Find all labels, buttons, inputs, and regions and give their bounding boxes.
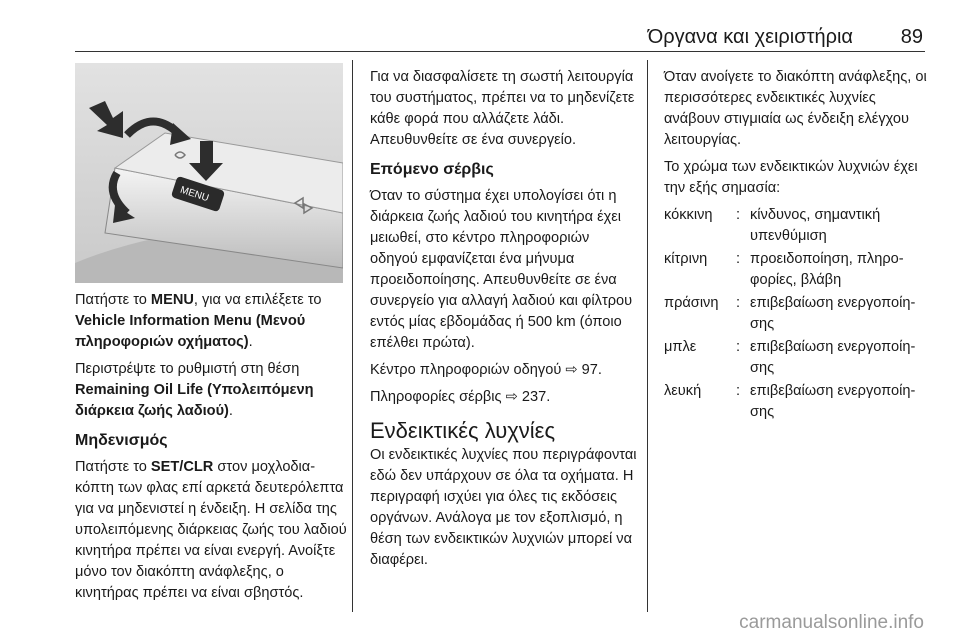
header-divider — [75, 51, 925, 52]
paragraph-indicators: Οι ενδεικτικές λυχνίες που περιγράφονται εδώ δεν υπάρχουν σε όλα τα οχήματα. Η περιγραφή ισχύει για όλες τις εκδόσεις οργάνων. Ανάλογα με τον εξοπλισμό, η θέση των ενδεικτικών λυχνιών μπορεί να διαφέρει. — [370, 447, 637, 568]
color-name: πράσινη — [664, 295, 719, 311]
table-row: κόκκινη : κίνδυνος, σημαντική υπενθύμιση — [664, 205, 930, 247]
paragraph-menu: Πατήστε το MENU, για να επιλέξετε το Vehicle Information Menu (Μενού πληροφοριών οχήματος). — [75, 292, 322, 350]
paragraph-color-meaning: Το χρώμα των ενδεικτικών λυχνιών έχει την εξής σημασία: — [664, 159, 918, 196]
color-meaning: κίνδυνος, σημαντική υπενθύμιση — [750, 207, 881, 244]
paragraph-next-service: Όταν το σύστημα έχει υπολογίσει ότι η διάρκεια ζωής λαδιού του κινητήρα έχει μειωθεί, στο κέντρο πληροφοριών οδηγού εμφανίζεται ένα μήνυμα προειδοποίησης. Απευθυνθείτε σε ένα συνεργείο για αλλαγή λαδιού και φίλτρου εντός μίας εβδομάδας ή 500 km (όποιο επέλθει πρώτα). — [370, 188, 633, 351]
paragraph-ignition: Όταν ανοίγετε το διακόπτη ανάφλεξης, οι περισσότερες ενδεικτικές λυχνίες ανάβουν στιγμιαία ως ένδειξη ελέγχου λειτουργίας. — [664, 69, 927, 148]
table-row: κίτρινη : προειδοποίηση, πληροφορίες, βλάβη — [664, 249, 930, 291]
heading-next-service: Επόμενο σέρβις — [370, 161, 494, 178]
color-name: μπλε — [664, 339, 697, 355]
indicator-color-table — [664, 205, 930, 423]
column-3 — [664, 67, 930, 425]
column-2 — [370, 67, 638, 577]
paragraph-reset-note: Για να διασφαλίσετε τη σωστή λειτουργία του συστήματος, πρέπει να το μηδενίζετε κάθε φορά που αλλάζετε λάδι. Απευθυνθείτε σε ένα συνεργείο. — [370, 69, 635, 148]
paragraph-reset: Πατήστε το SET/CLR στον μοχλοδιακόπτη των φλας επί αρκετά δευτερόλεπτα για να μηδενιστεί η ένδειξη. Η σελίδα της υπολειπόμενης διάρκειας ζωής του λαδιού κινητήρα πρέπει να είναι ενεργή. Ανοίξτε μόνο τον διακόπτη ανάφλεξης, ο κινητήρας πρέπει να είναι σβηστός. — [75, 459, 347, 601]
footer-watermark: carmanualsonline.info — [739, 612, 924, 633]
reference-driver-info[interactable]: Κέντρο πληροφοριών οδηγού ⇨ 97. — [370, 362, 602, 378]
page-number: 89 — [900, 26, 923, 48]
color-meaning: επιβεβαίωση ενεργοποίησης — [750, 383, 916, 420]
column-divider-1 — [352, 60, 353, 612]
stalk-illustration — [75, 63, 343, 283]
color-meaning: επιβεβαίωση ενεργοποίησης — [750, 339, 916, 376]
paragraph-rotate: Περιστρέψτε το ρυθμιστή στη θέση Remaining Oil Life (Υπολειπόμενη διάρκεια ζωής λαδιού). — [75, 361, 314, 419]
table-row: πράσινη : επιβεβαίωση ενεργοποίησης — [664, 293, 930, 335]
menu-button-label: MENU — [178, 184, 211, 205]
heading-indicators: Ενδεικτικές λυχνίες — [370, 418, 556, 443]
color-meaning: επιβεβαίωση ενεργοποίησης — [750, 295, 916, 332]
column-1 — [75, 290, 347, 610]
page-title: Όργανα και χειριστήρια — [647, 26, 853, 48]
color-name: κίτρινη — [664, 251, 708, 267]
reference-service-info[interactable]: Πληροφορίες σέρβις ⇨ 237. — [370, 389, 551, 405]
column-divider-2 — [647, 60, 648, 612]
table-row: λευκή : επιβεβαίωση ενεργοποίησης — [664, 381, 930, 423]
table-row: μπλε : επιβεβαίωση ενεργοποίησης — [664, 337, 930, 379]
color-name: λευκή — [664, 383, 702, 399]
page-header — [75, 22, 925, 50]
color-name: κόκκινη — [664, 207, 713, 223]
color-meaning: προειδοποίηση, πληροφορίες, βλάβη — [750, 251, 904, 288]
heading-reset: Μηδενισμός — [75, 432, 168, 449]
